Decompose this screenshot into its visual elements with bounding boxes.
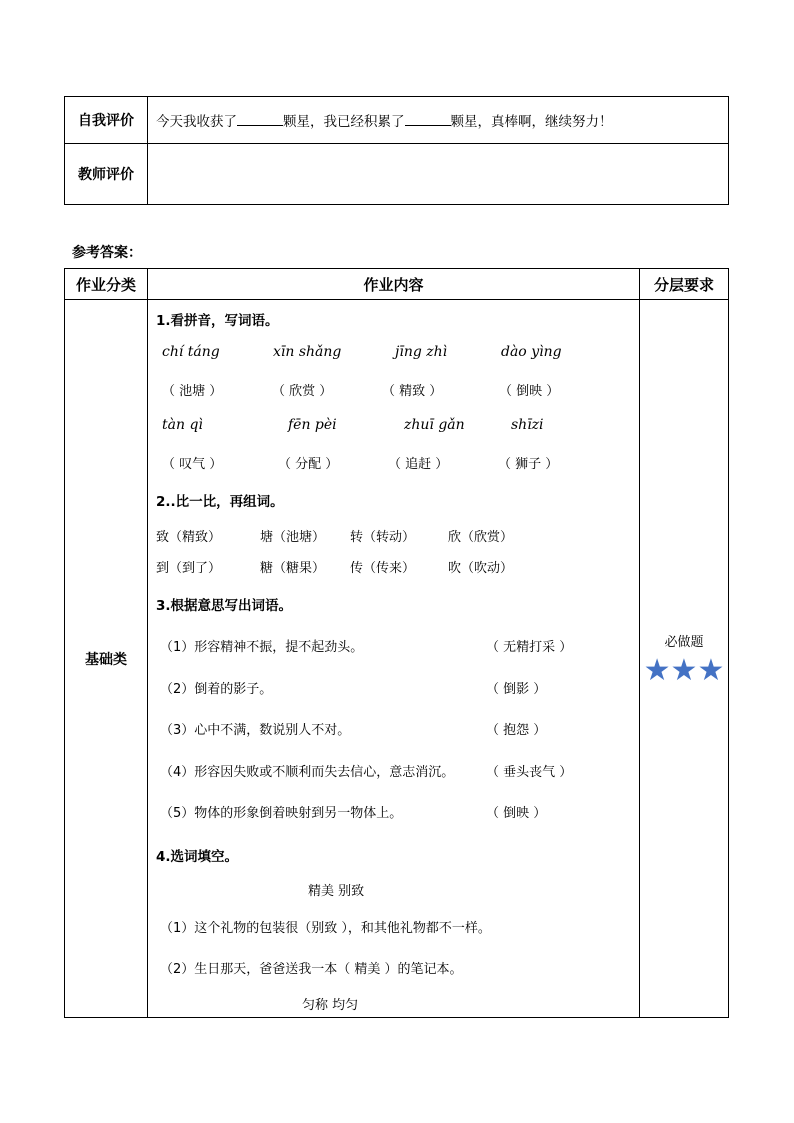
q3-answer: （ 垂头丧气 ） — [486, 765, 573, 780]
compare-word: 到（到了） — [156, 561, 222, 576]
pinyin: dào yìng — [501, 344, 562, 360]
header-level: 分层要求 — [640, 269, 729, 300]
fill-sentence-2: （2）生日那天，爸爸送我一本（ 精美 ）的笔记本。 — [160, 962, 463, 977]
q3-answer: （ 倒映 ） — [486, 806, 547, 821]
q4-title: 4.选词填空。 — [156, 849, 239, 865]
compare-word: 致（精致） — [156, 530, 222, 545]
answer: （ 倒映 ） — [499, 384, 560, 399]
word-choices-2: 匀称 均匀 — [302, 998, 359, 1013]
header-content: 作业内容 — [148, 269, 640, 300]
compare-word: 传（传来） — [350, 561, 416, 576]
stars-total-blank[interactable] — [405, 115, 451, 126]
q3-answer: （ 无精打采 ） — [486, 640, 573, 655]
q2-title: 2..比一比，再组词。 — [156, 494, 284, 510]
pinyin: shīzi — [511, 417, 544, 433]
pinyin: jīng zhì — [395, 344, 448, 360]
q3-answer: （ 抱怨 ） — [486, 723, 547, 738]
answer: （ 精致 ） — [382, 384, 443, 399]
answer: （ 分配 ） — [278, 457, 339, 472]
level-text: 必做题 — [664, 635, 704, 650]
category-cell: 基础类 — [65, 300, 148, 1018]
pinyin: tàn qì — [162, 417, 203, 433]
q3-question: （2）倒着的影子。 — [160, 682, 273, 697]
pinyin: chí táng — [162, 344, 220, 360]
compare-word: 转（转动） — [350, 530, 416, 545]
q3-question: （3）心中不满，数说别人不对。 — [160, 723, 351, 738]
q3-question: （1）形容精神不振，提不起劲头。 — [160, 640, 364, 655]
pinyin: fēn pèi — [288, 417, 337, 433]
pinyin: zhuī gǎn — [404, 417, 465, 433]
q3-question: （5）物体的形象倒着映射到另一物体上。 — [160, 806, 403, 821]
stars-today-blank[interactable] — [237, 115, 283, 126]
compare-word: 欣（欣赏） — [448, 530, 514, 545]
self-eval-part3: 颗星，真棒啊，继续努力！ — [450, 114, 613, 130]
answer: （ 狮子 ） — [498, 457, 559, 472]
q3-question: （4）形容因失败或不顺利而失去信心，意志消沉。 — [160, 765, 455, 780]
teacher-eval-field[interactable] — [148, 144, 729, 205]
evaluation-table — [64, 96, 729, 205]
star-icon: ★★★ — [643, 653, 725, 688]
self-eval-part2: 颗星，我已经积累了 — [283, 114, 405, 130]
answer: （ 池塘 ） — [162, 384, 223, 399]
compare-word: 糖（糖果） — [260, 561, 326, 576]
level-cell — [640, 300, 729, 1018]
answer-title: 参考答案： — [72, 245, 142, 261]
compare-word: 塘（池塘） — [260, 530, 326, 545]
fill-sentence-1: （1）这个礼物的包装很（别致 ），和其他礼物都不一样。 — [160, 921, 491, 936]
q1-title: 1.看拼音，写词语。 — [156, 313, 279, 329]
teacher-eval-label: 教师评价 — [65, 144, 148, 205]
self-eval-text — [148, 97, 729, 144]
content-cell — [148, 300, 640, 1018]
star-rating — [640, 653, 728, 688]
answer: （ 追赶 ） — [388, 457, 449, 472]
header-category: 作业分类 — [65, 269, 148, 300]
pinyin: xīn shǎng — [273, 344, 342, 360]
answer: （ 欣赏 ） — [272, 384, 333, 399]
q3-title: 3.根据意思写出词语。 — [156, 598, 293, 614]
self-eval-label: 自我评价 — [65, 97, 148, 144]
answer-table — [64, 268, 729, 1018]
q3-answer: （ 倒影 ） — [486, 682, 547, 697]
self-eval-part1: 今天我收获了 — [156, 114, 237, 130]
answer: （ 叹气 ） — [162, 457, 223, 472]
word-choices-1: 精美 别致 — [308, 884, 365, 899]
compare-word: 吹（吹动） — [448, 561, 514, 576]
